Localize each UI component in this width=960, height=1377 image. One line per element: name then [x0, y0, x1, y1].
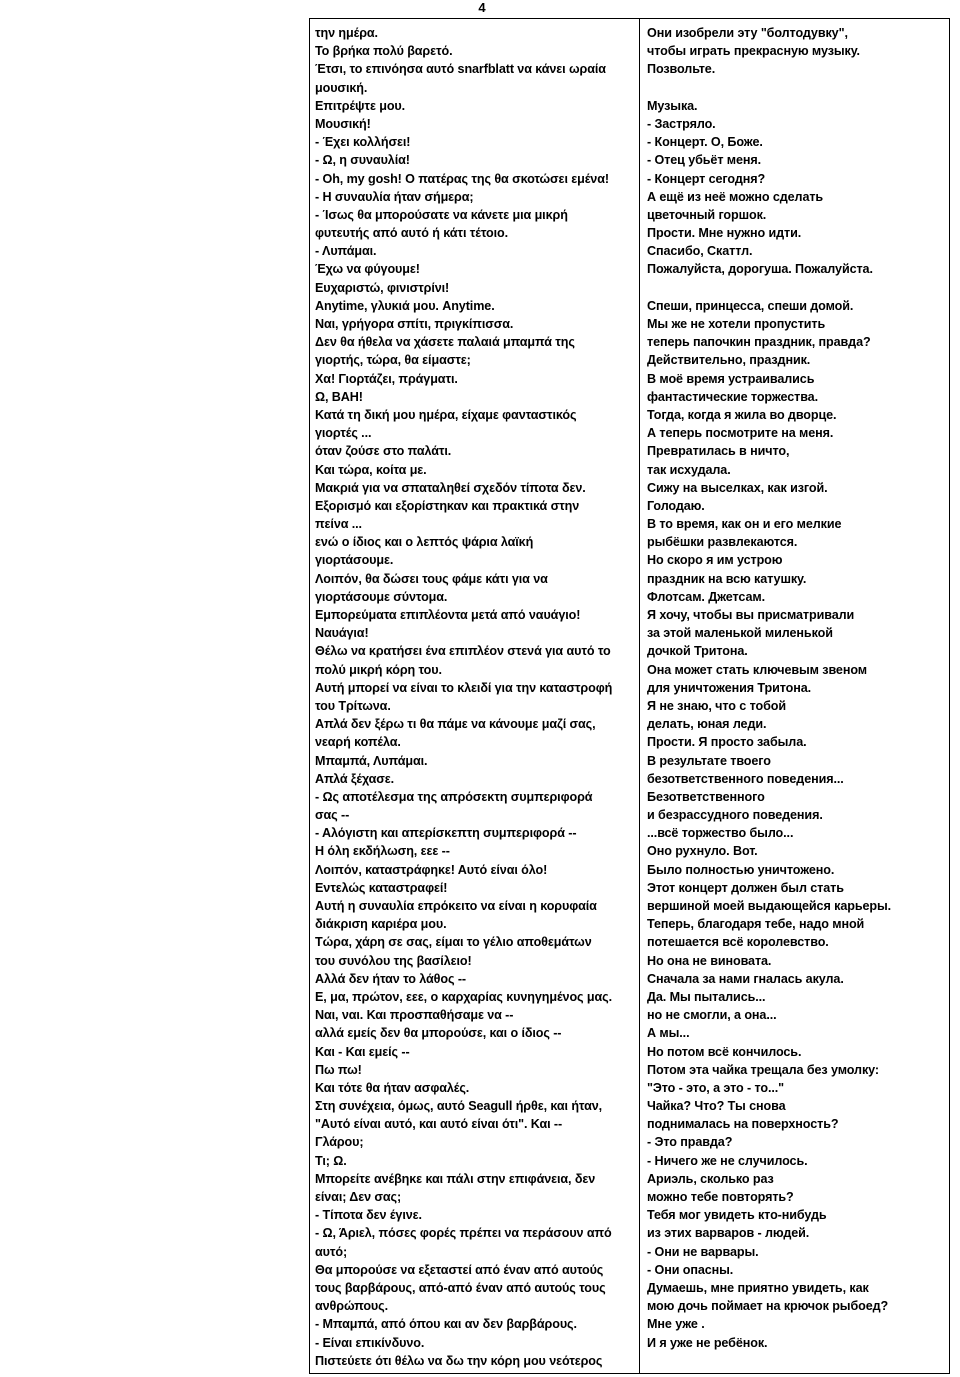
russian-subtitle-line: безответственного поведения...: [647, 771, 844, 786]
russian-subtitle-line: Флотсам. Джетсам.: [647, 589, 765, 604]
russian-subtitle-line: В результате твоего: [647, 753, 771, 768]
greek-subtitle-line: - Oh, my gosh! Ο πατέρας της θα σκοτώσει εμένα!: [315, 171, 609, 186]
russian-subtitle-line: Прости. Я просто забыла.: [647, 735, 807, 750]
russian-subtitle-line: мою дочь поймает на крючок рыбоед?: [647, 1299, 889, 1314]
greek-subtitle-line: Ναι, γρήγορα σπίτι, πριγκίπισσα.: [315, 317, 514, 331]
russian-subtitle-line: Голодаю.: [647, 498, 705, 513]
russian-subtitles-column: [640, 19, 949, 1373]
greek-subtitle-line: Ε, μα, πρώτον, εεε, ο καρχαρίας κυνηγημένος μας.: [315, 989, 612, 1004]
russian-subtitle-line: так исхудала.: [647, 462, 731, 477]
greek-subtitle-line: Αυτή μπορεί να είναι το κλειδί για την καταστροφή: [315, 680, 613, 695]
greek-subtitle-line: την ημέρα.: [315, 26, 378, 40]
greek-subtitle-line: αυτό;: [315, 1244, 348, 1259]
russian-subtitle-line: и безрассудного поведения.: [647, 808, 823, 823]
greek-subtitle-line: του Τρίτωνα.: [315, 698, 391, 713]
russian-subtitle-line: - Ничего же не случилось.: [647, 1153, 808, 1168]
greek-subtitle-line: Χα! Γιορτάζει, πράγματι.: [315, 371, 458, 386]
greek-subtitle-line: Anytime, γλυκιά μου. Anytime.: [315, 298, 495, 313]
greek-subtitle-line: - Ω, Άριελ, πόσες φορές πρέπει να περάσουν από: [315, 1226, 612, 1241]
russian-subtitle-line: А мы...: [647, 1026, 690, 1041]
greek-subtitle-line: Πω πω!: [315, 1062, 362, 1077]
greek-subtitle-line: Κατά τη δική μου ημέρα, είχαμε φανταστικός: [315, 407, 577, 422]
russian-subtitle-line: теперь папочкин праздник, правда?: [647, 335, 871, 350]
greek-subtitle-line: Δεν θα ήθελα να χάσετε παλαιά μπαμπά της: [315, 335, 575, 350]
russian-subtitle-line: А теперь посмотрите на меня.: [647, 426, 834, 441]
russian-subtitle-line: Безответственного: [647, 789, 765, 804]
russian-subtitle-line: Думаешь, мне приятно увидеть, как: [647, 1280, 869, 1295]
russian-subtitle-line: - Концерт сегодня?: [647, 171, 766, 186]
greek-subtitle-line: ενώ ο ίδιος και ο λεπτός ψάρια λαϊκή: [315, 535, 534, 550]
greek-subtitle-line: Ναυάγια!: [315, 626, 369, 641]
greek-subtitle-line: Αυτή η συναυλία επρόκειτο να είναι η κορυφαία: [315, 899, 597, 913]
russian-subtitle-line: чтобы играть прекрасную музыку.: [647, 44, 860, 59]
greek-subtitle-line: Απλά ξέχασε.: [315, 771, 395, 786]
russian-subtitle-line: из этих варваров - людей.: [647, 1226, 810, 1241]
greek-subtitle-line: Θα μπορούσε να εξεταστεί από έναν από αυτούς: [315, 1262, 604, 1277]
greek-subtitle-line: μουσική.: [315, 80, 368, 95]
greek-subtitle-line: τους βαρβάρους, από-από έναν από αυτούς τους: [315, 1280, 606, 1295]
greek-subtitle-line: Το βρήκα πολύ βαρετό.: [315, 44, 453, 59]
greek-subtitle-line: Απλά δεν ξέρω τι θα πάμε να κάνουμε μαζί σας,: [315, 717, 596, 732]
russian-subtitle-line: фантастические торжества.: [647, 389, 818, 404]
russian-subtitle-line: дочкой Тритона.: [647, 644, 748, 659]
greek-subtitle-line: όταν ζούσε στο παλάτι.: [315, 444, 452, 459]
greek-subtitle-line: Και - Και εμείς --: [315, 1044, 410, 1059]
russian-subtitle-line: но не смогли, а она...: [647, 1008, 777, 1023]
greek-subtitle-line: Εντελώς καταστραφεί!: [315, 880, 448, 895]
greek-subtitle-line: γιορτές ...: [315, 426, 372, 441]
russian-subtitle-line: - Они не варвары.: [647, 1244, 759, 1259]
russian-subtitle-line: за этой маленькой миленькой: [647, 626, 833, 641]
russian-subtitle-line: Было полностью уничтожено.: [647, 862, 835, 877]
greek-subtitle-line: φυτευτής από αυτό ή κάτι τέτοιο.: [315, 226, 508, 241]
russian-subtitle-line: цветочный горшок.: [647, 207, 767, 222]
greek-subtitle-line: Λοιπόν, θα δώσει τους φάμε κάτι για να: [315, 571, 548, 586]
greek-subtitles-column: [310, 19, 640, 1373]
russian-subtitle-line: Действительно, праздник.: [647, 353, 811, 368]
page-number: 4: [478, 0, 486, 15]
greek-subtitle-line: του συνόλου της βασίλειο!: [315, 953, 472, 968]
russian-subtitle-line: А ещё из неё можно сделать: [647, 189, 824, 204]
greek-subtitle-line: Έχω να φύγουμε!: [315, 262, 420, 277]
russian-subtitle-line: для уничтожения Тритона.: [647, 680, 812, 695]
greek-subtitle-line: σας --: [315, 808, 350, 823]
greek-subtitle-line: - Ως αποτέλεσμα της απρόσεκτη συμπεριφορά: [315, 789, 593, 804]
greek-subtitle-line: Πιστεύετε ότι θέλω να δω την κόρη μου νεότερος: [315, 1353, 603, 1368]
greek-subtitle-line: Και τότε θα ήταν ασφαλές.: [315, 1080, 470, 1095]
russian-subtitle-line: потешается всё королевство.: [647, 935, 829, 950]
russian-subtitle-line: Прости. Мне нужно идти.: [647, 226, 802, 241]
greek-subtitle-line: - Λυπάμαι.: [315, 244, 377, 259]
russian-subtitle-line: Превратилась в ничто,: [647, 444, 790, 459]
greek-subtitle-line: Τώρα, χάρη σε σας, είμαι το γέλιο αποθεμάτων: [315, 935, 592, 950]
greek-subtitle-line: πείνα ...: [315, 517, 362, 532]
russian-subtitle-line: - Они опасны.: [647, 1262, 734, 1277]
greek-subtitle-line: - Έχει κολλήσει!: [315, 135, 411, 150]
russian-subtitle-line: ...всё торжество было...: [647, 826, 794, 841]
russian-subtitle-line: - Застряло.: [647, 116, 716, 131]
greek-subtitle-line: - Μπαμπά, από όπου και αν δεν βαρβάρους.: [315, 1317, 577, 1332]
russian-subtitle-line: И я уже не ребёнок.: [647, 1335, 768, 1350]
russian-subtitle-line: рыбёшки развлекаются.: [647, 535, 798, 550]
greek-subtitle-line: Θέλω να κρατήσει ένα επιπλέον στενά για αυτό το: [315, 644, 611, 659]
greek-subtitle-line: διάκριση καριέρα μου.: [315, 917, 447, 932]
greek-subtitle-line: Έτσι, το επινόησα αυτό snarfblatt να κάνει ωραία: [315, 62, 606, 77]
russian-subtitle-line: Музыка.: [647, 98, 698, 113]
russian-subtitle-line: праздник на всю катушку.: [647, 571, 807, 586]
russian-subtitle-line: Чайка? Что? Ты снова: [647, 1099, 786, 1114]
greek-subtitle-line: Η όλη εκδήλωση, εεε --: [315, 844, 450, 859]
russian-subtitle-line: Да. Мы пытались...: [647, 989, 766, 1004]
greek-subtitle-line: - Ίσως θα μπορούσατε να κάνετε μια μικρή: [315, 207, 568, 222]
greek-subtitle-line: Ναι, ναι. Και προσπαθήσαμε να --: [315, 1008, 514, 1023]
russian-subtitle-line: Я не знаю, что с тобой: [647, 698, 787, 713]
russian-subtitle-line: Но она не виновата.: [647, 953, 772, 968]
greek-subtitle-line: Εξορισμό και εξορίστηκαν και πρακτικά στην: [315, 498, 580, 513]
greek-subtitle-line: Τι; Ω.: [315, 1153, 347, 1168]
russian-subtitle-line: Тебя мог увидеть кто-нибудь: [647, 1208, 827, 1223]
russian-subtitle-line: Теперь, благодаря тебе, надо мной: [647, 917, 865, 932]
bilingual-subtitle-table: [309, 18, 950, 1374]
russian-subtitle-line: Она может стать ключевым звеном: [647, 662, 867, 677]
russian-subtitle-line: Я хочу, чтобы вы присматривали: [647, 608, 855, 622]
greek-subtitle-line: γιορτάσουμε σύντομα.: [315, 589, 448, 604]
greek-subtitle-line: - Είναι επικίνδυνο.: [315, 1335, 425, 1350]
greek-subtitle-line: Γλάρου;: [315, 1135, 364, 1150]
greek-subtitle-line: Μουσική!: [315, 116, 371, 131]
greek-subtitle-line: Στη συνέχεια, όμως, αυτό Seagull ήρθε, και ήταν,: [315, 1099, 603, 1114]
greek-subtitle-line: Εμπορεύματα επιπλέοντα μετά από ναυάγιο!: [315, 608, 581, 622]
greek-subtitle-line: Μπορείτε ανέβηκε και πάλι στην επιφάνεια, δεν: [315, 1171, 596, 1186]
russian-subtitle-line: В то время, как он и его мелкие: [647, 517, 842, 532]
russian-subtitle-line: [647, 279, 949, 297]
russian-subtitle-line: - Отец убьёт меня.: [647, 153, 762, 168]
greek-subtitle-line: Λοιπόν, καταστράφηκε! Αυτό είναι όλο!: [315, 862, 548, 877]
greek-subtitle-line: Αλλά δεν ήταν το λάθος --: [315, 971, 467, 986]
russian-subtitle-line: Они изобрели эту "болтодувку",: [647, 26, 848, 40]
russian-subtitle-line: Мы же не хотели пропустить: [647, 317, 826, 331]
russian-subtitle-line: можно тебе повторять?: [647, 1190, 794, 1204]
greek-subtitle-line: ανθρώπους.: [315, 1299, 388, 1314]
russian-subtitle-line: [647, 79, 949, 97]
greek-subtitle-line: - Τίποτα δεν έγινε.: [315, 1208, 422, 1223]
greek-subtitle-line: Επιτρέψτε μου.: [315, 98, 406, 113]
russian-subtitle-line: Тогда, когда я жила во дворце.: [647, 407, 837, 422]
russian-subtitle-line: Сижу на выселках, как изгой.: [647, 480, 828, 495]
greek-subtitle-line: Ευχαριστώ, φινιστρίνι!: [315, 280, 450, 295]
greek-subtitle-line: - Ω, η συναυλία!: [315, 153, 410, 168]
russian-subtitle-line: Но скоро я им устрою: [647, 553, 783, 568]
greek-subtitle-line: νεαρή κοπέλα.: [315, 735, 401, 750]
greek-subtitle-line: γιορτής, τώρα, θα είμαστε;: [315, 353, 471, 368]
greek-subtitle-line: - Η συναυλία ήταν σήμερα;: [315, 189, 474, 204]
russian-subtitle-line: вершиной моей выдающейся карьеры.: [647, 899, 892, 913]
russian-subtitle-line: Спасибо, Скаттл.: [647, 244, 753, 259]
russian-subtitle-line: - Это правда?: [647, 1135, 733, 1150]
greek-subtitle-line: είναι; Δεν σας;: [315, 1190, 402, 1204]
russian-subtitle-line: "Это - это, а это - то...": [647, 1080, 785, 1095]
greek-subtitle-line: Ω, BAH!: [315, 389, 363, 404]
greek-subtitle-line: "Αυτό είναι αυτό, και αυτό είναι ότι". Και --: [315, 1117, 563, 1132]
greek-subtitle-line: πολύ μικρή κόρη του.: [315, 662, 442, 677]
russian-subtitle-line: Позвольте.: [647, 62, 716, 77]
russian-subtitle-line: Оно рухнуло. Вот.: [647, 844, 758, 859]
russian-subtitle-line: делать, юная леди.: [647, 717, 767, 732]
greek-subtitle-line: Και τώρα, κοίτα με.: [315, 462, 427, 477]
russian-subtitle-line: Мне уже .: [647, 1317, 705, 1332]
greek-subtitle-line: Μπαμπά, Λυπάμαι.: [315, 753, 428, 768]
russian-subtitle-line: Спеши, принцесса, спеши домой.: [647, 298, 854, 313]
russian-subtitle-line: - Концерт. О, Боже.: [647, 135, 763, 150]
russian-subtitle-line: Сначала за нами гналась акула.: [647, 971, 844, 986]
russian-subtitle-line: В моё время устраивались: [647, 371, 815, 386]
greek-subtitle-line: Μακριά για να σπαταληθεί σχεδόν τίποτα δεν.: [315, 480, 586, 495]
russian-subtitle-line: Но потом всё кончилось.: [647, 1044, 802, 1059]
russian-subtitle-line: Ариэль, сколько раз: [647, 1171, 774, 1186]
greek-subtitle-line: - Αλόγιστη και απερίσκεπτη συμπεριφορά --: [315, 826, 577, 841]
russian-subtitle-line: Этот концерт должен был стать: [647, 880, 844, 895]
russian-subtitle-line: поднималась на поверхность?: [647, 1117, 839, 1132]
russian-subtitle-line: Потом эта чайка трещала без умолку:: [647, 1062, 879, 1077]
greek-subtitle-line: αλλά εμείς δεν θα μπορούσε, και ο ίδιος --: [315, 1026, 562, 1041]
russian-subtitle-line: Пожалуйста, дорогуша. Пожалуйста.: [647, 262, 873, 277]
greek-subtitle-line: γιορτάσουμε.: [315, 553, 394, 568]
